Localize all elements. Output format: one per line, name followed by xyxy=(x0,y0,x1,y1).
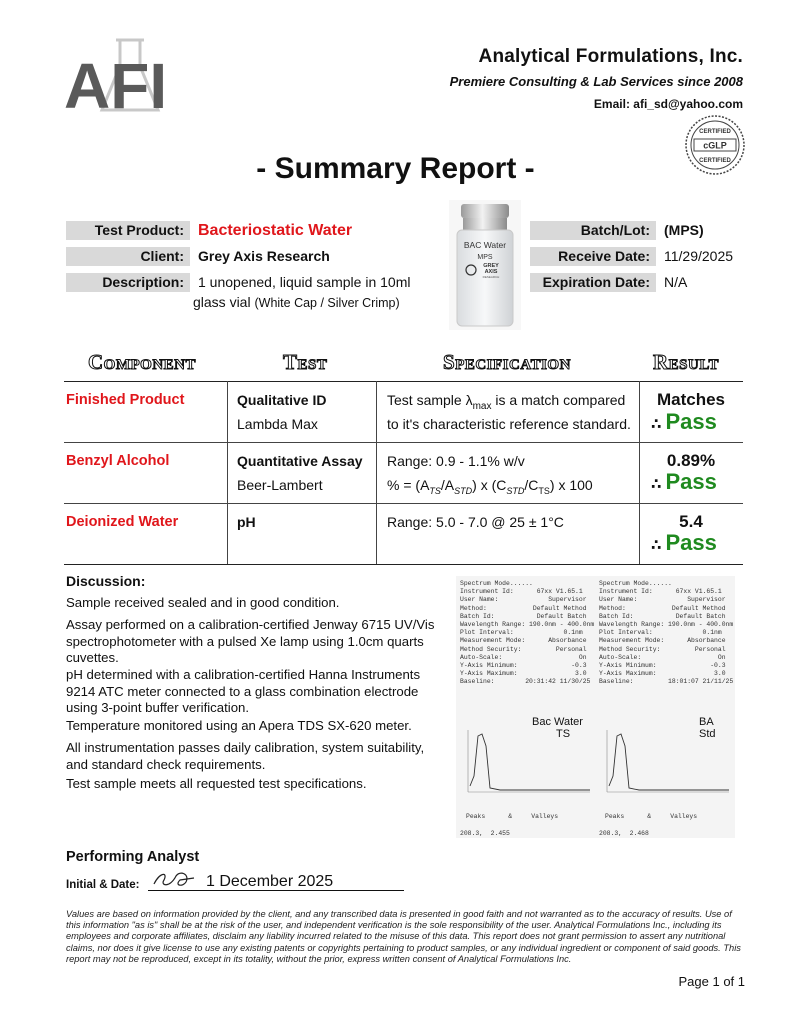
receive-date-label: Receive Date: xyxy=(530,247,656,266)
description-label: Description: xyxy=(66,273,190,292)
vial-label-line2: MPS xyxy=(477,254,493,261)
batch-value: (MPS) xyxy=(664,222,704,238)
table-rule-top xyxy=(64,381,743,382)
printout-standard-peak-value: 208.3, 2.468 xyxy=(599,830,649,837)
header-specification: Specification xyxy=(443,350,571,374)
analyst-date: 1 December 2025 xyxy=(206,873,334,890)
row1-spec-line1 xyxy=(387,392,625,412)
row3-component: Deionized Water xyxy=(66,514,179,530)
header-component: Component xyxy=(88,350,196,374)
discussion-p2: Assay performed on a calibration-certified Jenway 6715 UV/Vis spectrophotometer with a pulsed Xe lamp using 1.0cm quarts cuvettes. xyxy=(66,617,435,665)
seal-top-text: CERTIFIED xyxy=(699,129,731,135)
row1-spec-max: max xyxy=(472,400,492,412)
expiration-date-label: Expiration Date: xyxy=(530,273,656,292)
printout-standard-valleys-label: Valleys xyxy=(670,813,698,820)
client-row xyxy=(66,247,330,266)
seal-bottom-text: CERTIFIED xyxy=(699,158,731,164)
row2-pass-label: Pass xyxy=(665,469,717,494)
discussion-p3: pH determined with a calibration-certified Hanna Instruments 9214 ATC meter connected to a glass combination electrode using 3-point buffer verification. xyxy=(66,667,421,715)
row2-spec-line2: % = $(A_{TS}/A_{STD})$ x $(C_{STD}/C_{TS})$ x 100 xyxy=(387,477,593,496)
batch-row xyxy=(530,221,704,240)
row2-spec-line1: Range: 0.9 - 1.1% w/v xyxy=(387,453,525,469)
row1-pass-label: Pass xyxy=(665,409,717,434)
header-result: Result xyxy=(653,350,719,374)
description-value: 1 unopened, liquid sample in 10ml xyxy=(198,274,411,290)
description-vial: glass vial xyxy=(193,294,251,310)
company-email: Email: afi_sd@yahoo.com xyxy=(593,97,743,111)
receive-date-row xyxy=(530,247,733,266)
header-test: Test xyxy=(283,350,328,374)
vial-label-line1: BAC Water xyxy=(463,240,507,250)
row1-spec-lambda: Test sample λ xyxy=(387,392,473,408)
company-tagline: Premiere Consulting & Lab Services since 2008 xyxy=(449,74,743,89)
logo-text: AFI xyxy=(64,50,168,118)
disclaimer: Values are based on information provided by the client, and any transcribed data is presented in good faith and not warranted as to the accuracy of results. Use of this information "as is" shall be at the risk of the user, and independent verification is the sole responsibility of the user. Analytical Formulations Inc., including its employees and corporate affiliates, disclaim any liability incurred related to the misuse of this data. This report does not grant permission to assert any nutritional claims, nor does it give license to use any existing patents or copyrights pertaining to product samples, or any individual ingredient or component of said goods. This report may not be reproduced, except in its totality, without the prior, express written consent of Analytical Formulations Inc. xyxy=(66,909,741,964)
printout-standard-label-2: Std xyxy=(699,728,716,740)
vial-brand-2: AXIS xyxy=(484,269,498,275)
page-number: Page 1 of 1 xyxy=(678,974,745,989)
row1-pass xyxy=(651,409,717,435)
printout-sample-amp: & xyxy=(508,813,513,820)
batch-label: Batch/Lot: xyxy=(530,221,656,240)
table-rule-bottom xyxy=(64,564,743,565)
printout-standard-label-1: BA xyxy=(699,716,714,728)
description-note: (White Cap / Silver Crimp) xyxy=(254,296,400,310)
row3-spec-line1: Range: 5.0 - 7.0 @ 25 ± 1°C xyxy=(387,514,564,530)
test-product-label: Test Product: xyxy=(66,221,190,240)
therefore-icon: ∴ xyxy=(651,537,662,554)
vial-brand-1: GREY xyxy=(483,263,499,269)
row2-test: Quantitative Assay xyxy=(237,453,363,469)
row1-result: Matches xyxy=(656,390,726,409)
table-col-divider-1 xyxy=(227,381,228,564)
printout-sample-label-1: Bac Water xyxy=(532,716,583,728)
test-product-value: Bacteriostatic Water xyxy=(198,222,353,239)
table-rule-2 xyxy=(64,503,743,504)
discussion-p5: All instrumentation passes daily calibration, system suitability, and standard check requirements. xyxy=(66,740,425,772)
performing-analyst-title: Performing Analyst xyxy=(66,849,200,865)
printout-standard-peaks xyxy=(605,813,697,821)
printout-sample-peak-value: 208.3, 2.455 xyxy=(460,830,510,837)
discussion-p6: Test sample meets all requested test specifications. xyxy=(66,776,367,791)
table-col-divider-3 xyxy=(639,381,640,564)
row2-component: Benzyl Alcohol xyxy=(66,453,170,469)
printout-sample-text: Spectrum Mode...... Instrument Id: 67xx V1.65.1 User Name: Supervisor Method: Default Method Batch Id: Default Batch Wavelength Range: 190.0nm - 400.0nm Plot Interval: 0.1nm Measurement Mode: Absorbance Method Security: Personal Auto-Scale: On Y-Axis Minimum: -0.3 Y-Axis Maximum: 3.0 Baseline: 20:31:42 11/30/25 xyxy=(460,580,595,686)
report-title: - Summary Report - xyxy=(256,152,535,185)
row2-pass xyxy=(651,469,717,495)
printout-standard-peaks-label: Peaks xyxy=(605,813,625,820)
row1-spec-line2: to it's characteristic reference standard. xyxy=(387,416,631,432)
printout-standard-amp: & xyxy=(647,813,652,820)
printout-sample-label-2: TS xyxy=(556,728,571,740)
printout-standard-spectrum xyxy=(599,726,731,798)
therefore-icon: ∴ xyxy=(651,476,662,493)
row3-pass-label: Pass xyxy=(665,530,717,555)
discussion-p1: Sample received sealed and in good condition. xyxy=(66,595,340,610)
expiration-date-row xyxy=(530,273,687,292)
row3-pass xyxy=(651,530,717,556)
signature-line xyxy=(148,890,404,891)
row2-result: 0.89% xyxy=(666,451,716,470)
row2-test-method: Beer-Lambert xyxy=(237,477,323,493)
printout-sample-peaks-label: Peaks xyxy=(466,813,486,820)
spectrum-printout-standard xyxy=(595,576,735,838)
row1-test-method: Lambda Max xyxy=(237,416,318,432)
row3-test: pH xyxy=(237,514,256,530)
description-line2 xyxy=(193,294,400,310)
vial-brand-3: RESEARCH xyxy=(482,275,500,279)
description-row xyxy=(66,273,410,292)
expiration-date-value: N/A xyxy=(664,274,688,290)
initial-date-label: Initial & Date: xyxy=(66,879,140,891)
printout-sample-spectrum xyxy=(460,726,592,798)
test-product-row xyxy=(66,221,352,240)
table-col-divider-2 xyxy=(376,381,377,564)
seal-cglp: cGLP xyxy=(703,140,727,151)
receive-date-value: 11/29/2025 xyxy=(664,248,734,264)
company-block xyxy=(450,46,743,111)
afi-logo xyxy=(62,36,192,118)
spectrum-printout-sample xyxy=(456,576,596,838)
row1-test: Qualitative ID xyxy=(237,392,327,408)
printout-standard-text: Spectrum Mode...... Instrument Id: 67xx V1.65.1 User Name: Supervisor Method: Default Method Batch Id: Default Batch Wavelength Range: 190.0nm - 400.0nm Plot Interval: 0.1nm Measurement Mode: Absorbance Method Security: Personal Auto-Scale: On Y-Axis Minimum: -0.3 Y-Axis Maximum: 3.0 Baseline: 18:01:07 21/11/25 xyxy=(599,580,734,686)
row3-result: 5.4 xyxy=(679,512,703,531)
table-rule-1 xyxy=(64,442,743,443)
printout-sample-valleys-label: Valleys xyxy=(531,813,559,820)
client-label: Client: xyxy=(66,247,190,266)
sample-vial-image xyxy=(449,200,521,330)
row1-spec-rest: is a match compared xyxy=(491,392,626,408)
client-value: Grey Axis Research xyxy=(198,248,330,264)
discussion-p4: Temperature monitored using an Apera TDS SX-620 meter. xyxy=(66,718,412,733)
company-name: Analytical Formulations, Inc. xyxy=(478,46,743,67)
row1-component: Finished Product xyxy=(66,392,185,408)
printout-sample-peaks xyxy=(466,813,558,821)
therefore-icon: ∴ xyxy=(651,416,662,433)
analyst-signature xyxy=(150,868,198,890)
discussion-title: Discussion: xyxy=(66,573,146,589)
